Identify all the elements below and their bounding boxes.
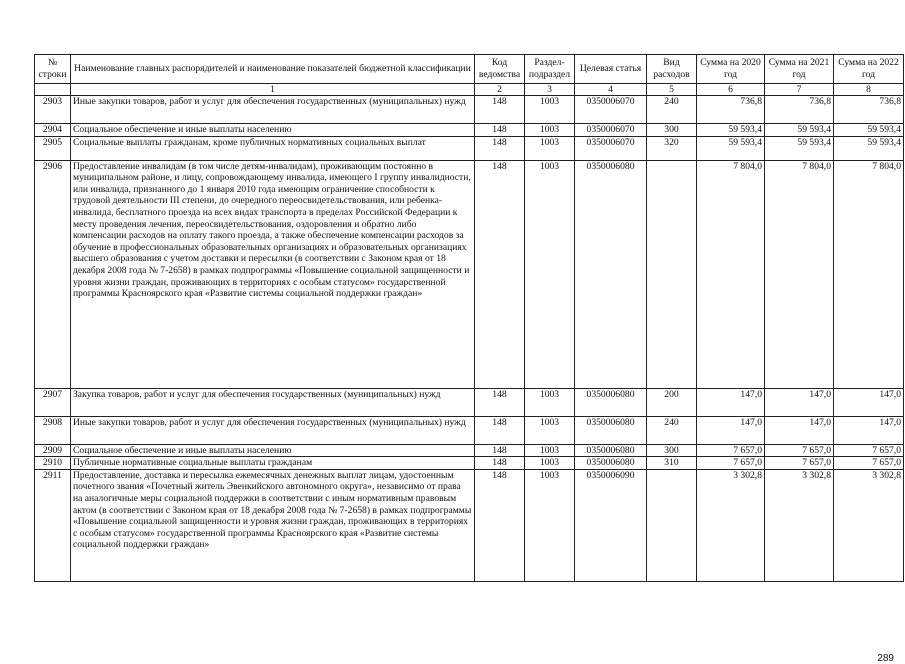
row-sum-2022: 59 593,4 (834, 124, 904, 137)
row-section: 1003 (525, 416, 575, 444)
row-sum-2021: 3 302,8 (765, 469, 834, 581)
row-target: 0350006080 (575, 388, 647, 416)
row-number: 2905 (35, 136, 71, 160)
row-section: 1003 (525, 457, 575, 470)
row-sum-2021: 736,8 (765, 96, 834, 124)
row-dept-code: 148 (475, 160, 525, 388)
row-sum-2022: 147,0 (834, 388, 904, 416)
table-row (35, 469, 904, 581)
document-page (34, 54, 901, 664)
row-target: 0350006080 (575, 160, 647, 388)
row-sum-2021: 59 593,4 (765, 136, 834, 160)
row-sum-2021: 7 657,0 (765, 444, 834, 457)
row-expense-type: 240 (647, 96, 697, 124)
table-row (35, 388, 904, 416)
row-expense-type: 300 (647, 124, 697, 137)
budget-table (34, 54, 904, 582)
row-section: 1003 (525, 160, 575, 388)
row-target: 0350006080 (575, 457, 647, 470)
row-sum-2021: 147,0 (765, 388, 834, 416)
column-number: 8 (834, 84, 904, 96)
row-sum-2022: 147,0 (834, 416, 904, 444)
table-row (35, 444, 904, 457)
row-expense-type: 240 (647, 416, 697, 444)
row-expense-type: 200 (647, 388, 697, 416)
table-row (35, 124, 904, 137)
row-name: Иные закупки товаров, работ и услуг для обеспечения государственных (муниципальных) нужд (71, 96, 475, 124)
header-row (35, 55, 904, 84)
row-name: Социальное обеспечение и иные выплаты населению (71, 124, 475, 137)
row-name: Социальные выплаты гражданам, кроме публичных нормативных социальных выплат (71, 136, 475, 160)
row-sum-2021: 7 804,0 (765, 160, 834, 388)
row-number: 2904 (35, 124, 71, 137)
row-expense-type: 310 (647, 457, 697, 470)
row-section: 1003 (525, 469, 575, 581)
row-number: 2910 (35, 457, 71, 470)
row-sum-2020: 7 657,0 (697, 444, 765, 457)
row-dept-code: 148 (475, 469, 525, 581)
row-section: 1003 (525, 96, 575, 124)
row-target: 0350006070 (575, 124, 647, 137)
row-expense-type (647, 160, 697, 388)
row-target: 0350006080 (575, 416, 647, 444)
row-target: 0350006080 (575, 444, 647, 457)
column-number: 2 (475, 84, 525, 96)
table-row (35, 96, 904, 124)
row-expense-type: 300 (647, 444, 697, 457)
table-row (35, 457, 904, 470)
header-name: Наименование главных распорядителей и наименование показателей бюджетной классификации (71, 55, 475, 84)
column-number: 6 (697, 84, 765, 96)
row-number: 2909 (35, 444, 71, 457)
row-sum-2022: 7 657,0 (834, 444, 904, 457)
table-row (35, 416, 904, 444)
row-sum-2022: 3 302,8 (834, 469, 904, 581)
row-sum-2021: 147,0 (765, 416, 834, 444)
row-sum-2020: 736,8 (697, 96, 765, 124)
row-name: Закупка товаров, работ и услуг для обеспечения государственных (муниципальных) нужд (71, 388, 475, 416)
row-dept-code: 148 (475, 388, 525, 416)
row-sum-2020: 7 657,0 (697, 457, 765, 470)
header-sum-2022: Сумма на 2022 год (834, 55, 904, 84)
column-number: 3 (525, 84, 575, 96)
row-number: 2907 (35, 388, 71, 416)
row-name: Предоставление инвалидам (в том числе детям-инвалидам), проживающим постоянно в муниципальном районе, и лицу, сопровождающему инвалида, имеющего I группу инвалидности, или инвалида, признанного до 1 января 2010 года имеющим ограничение способности к трудовой деятельности III степени, до очередного переосвидетельствования, или ребенка-инвалида, бесплатного проезда на всех видах транспорта в пределах Российской Федерации к месту проведения лечения, переосвидетельствования, оздоровления и обратно либо компенсации расходов на оплату такого проезда, а также обеспечение компенсации расходов за обучение в профессиональных образовательных организациях и образовательных организациях высшего образования с учетом доставки и пересылки (в соответствии с Законом края от 18 декабря 2008 года № 7-2658) в рамках подпрограммы «Повышение социальной защищенности и уровня жизни граждан, проживающих в территориях с особым статусом» государственной программы Красноярского края «Развитие системы социальной поддержки граждан» (71, 160, 475, 388)
column-number: 1 (71, 84, 475, 96)
row-dept-code: 148 (475, 444, 525, 457)
row-expense-type (647, 469, 697, 581)
row-name: Публичные нормативные социальные выплаты гражданам (71, 457, 475, 470)
header-dept-code: Код ведомства (475, 55, 525, 84)
row-expense-type: 320 (647, 136, 697, 160)
row-target: 0350006090 (575, 469, 647, 581)
row-sum-2020: 59 593,4 (697, 124, 765, 137)
row-sum-2020: 7 804,0 (697, 160, 765, 388)
row-dept-code: 148 (475, 124, 525, 137)
header-section: Раздел-подраздел (525, 55, 575, 84)
row-sum-2022: 7 657,0 (834, 457, 904, 470)
row-section: 1003 (525, 388, 575, 416)
row-sum-2022: 59 593,4 (834, 136, 904, 160)
row-target: 0350006070 (575, 96, 647, 124)
header-row-no: № строки (35, 55, 71, 84)
row-section: 1003 (525, 124, 575, 137)
page-number: 289 (877, 653, 894, 664)
table-row (35, 136, 904, 160)
row-sum-2020: 3 302,8 (697, 469, 765, 581)
row-sum-2020: 147,0 (697, 388, 765, 416)
row-sum-2021: 7 657,0 (765, 457, 834, 470)
column-number: 5 (647, 84, 697, 96)
row-section: 1003 (525, 444, 575, 457)
row-sum-2020: 147,0 (697, 416, 765, 444)
column-number-row (35, 84, 904, 96)
column-number: 7 (765, 84, 834, 96)
row-number: 2903 (35, 96, 71, 124)
row-dept-code: 148 (475, 136, 525, 160)
row-sum-2022: 7 804,0 (834, 160, 904, 388)
row-section: 1003 (525, 136, 575, 160)
header-sum-2021: Сумма на 2021 год (765, 55, 834, 84)
header-target: Целевая статья (575, 55, 647, 84)
row-sum-2021: 59 593,4 (765, 124, 834, 137)
row-target: 0350006070 (575, 136, 647, 160)
row-sum-2022: 736,8 (834, 96, 904, 124)
row-name: Иные закупки товаров, работ и услуг для обеспечения государственных (муниципальных) нужд (71, 416, 475, 444)
row-number: 2911 (35, 469, 71, 581)
header-expense-type: Вид расходов (647, 55, 697, 84)
row-sum-2020: 59 593,4 (697, 136, 765, 160)
row-number: 2906 (35, 160, 71, 388)
row-name: Предоставление, доставка и пересылка ежемесячных денежных выплат лицам, удостоенным почетного звания «Почетный житель Эвенкийского автономного округа», независимо от права на аналогичные меры социальной поддержки в соответствии с иным нормативным правовым актом (в соответствии с Законом края от 18 декабря 2008 года № 7-2658) в рамках подпрограммы «Повышение социальной защищенности и уровня жизни граждан, проживающих в территориях с особым статусом» государственной программы Красноярского края «Развитие системы социальной поддержки граждан» (71, 469, 475, 581)
row-dept-code: 148 (475, 96, 525, 124)
table-row (35, 160, 904, 388)
column-number (35, 84, 71, 96)
header-sum-2020: Сумма на 2020 год (697, 55, 765, 84)
row-name: Социальное обеспечение и иные выплаты населению (71, 444, 475, 457)
row-dept-code: 148 (475, 457, 525, 470)
column-number: 4 (575, 84, 647, 96)
row-dept-code: 148 (475, 416, 525, 444)
row-number: 2908 (35, 416, 71, 444)
